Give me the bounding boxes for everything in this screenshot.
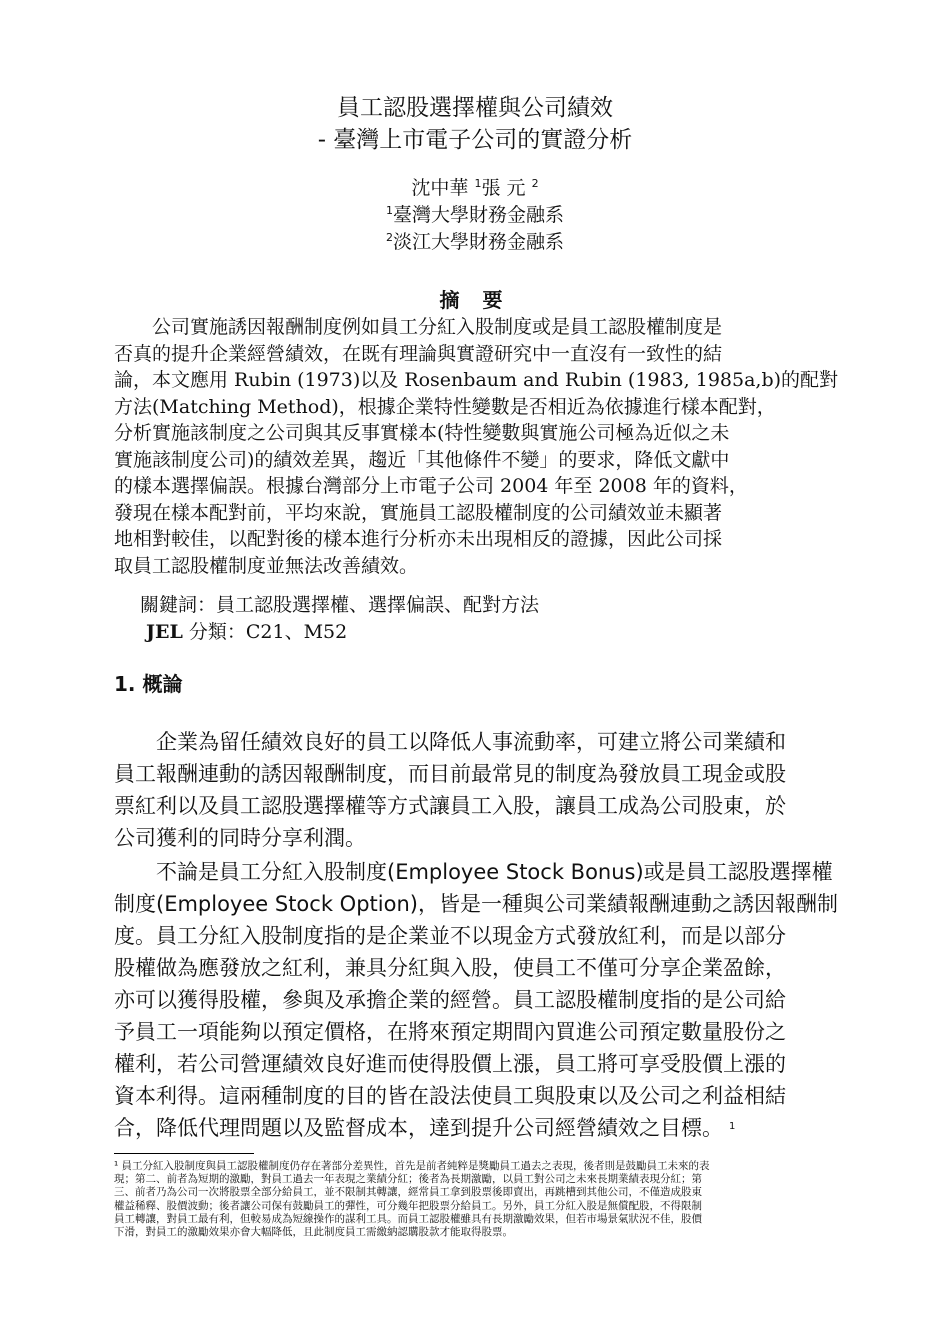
jel-label: JEL <box>146 621 183 643</box>
footnote <box>114 1160 842 1239</box>
footnote-line: 員工轉讓，對員工最有利，但較易成為短線操作的謀利工具。而員工認股權雖具有長期激勵效果，但若市場景氣狀況不佳，股價 <box>114 1212 702 1225</box>
author-names <box>0 175 950 202</box>
keywords: 關鍵詞：員工認股選擇權、選擇偏誤、配對方法 <box>140 594 540 616</box>
body-line-last <box>114 1112 842 1144</box>
abstract-line: 分析實施該制度之公司與其反事實樣本(特性變數與實施公司極為近似之未 <box>114 422 730 444</box>
footnote-divider <box>114 1153 254 1154</box>
footnote-line: 現；第二、前者為短期的激勵，對員工過去一年表現之業績分紅；後者為長期激勵，以員工對公司之未來長期業績表現分紅；第 <box>114 1173 702 1186</box>
body-line: 員工報酬連動的誘因報酬制度，而目前最常見的制度為發放員工現金或股 <box>114 762 786 786</box>
affiliation-1 <box>0 202 950 229</box>
paper-title <box>0 92 950 156</box>
section-heading: 1. 概論 <box>114 672 183 696</box>
body-line-text: 合，降低代理問題以及監督成本，達到提升公司經營績效之目標。 <box>114 1116 723 1140</box>
body-line: 資本利得。這兩種制度的目的皆在設法使員工與股東以及公司之利益相結 <box>114 1084 786 1108</box>
abstract-line: 的樣本選擇偏誤。根據台灣部分上市電子公司 2004 年至 2008 年的資料， <box>114 475 748 497</box>
jel-codes: 分類：C21、M52 <box>182 621 348 643</box>
affiliation-2-mark: 2 <box>385 231 393 244</box>
body-line: 股權做為應發放之紅利，兼具分紅與入股，使員工不僅可分享企業盈餘， <box>114 956 786 980</box>
paragraph-1 <box>114 726 842 854</box>
footnote-line: 權益稀釋、股價波動；後者讓公司保有鼓勵員工的彈性，可分幾年把股票分給員工。另外，員工分紅入股是無償配股，不得限制 <box>114 1199 702 1212</box>
affiliation-1-text: 臺灣大學財務金融系 <box>392 204 564 226</box>
abstract-line: 方法(Matching Method)，根據企業特性變數是否相近為依據進行樣本配對， <box>114 395 776 418</box>
abstract-line: 發現在樣本配對前，平均來說，實施員工認股權制度的公司績效並未顯著 <box>114 501 723 524</box>
author-block <box>0 175 950 256</box>
author-2: 張 元 <box>481 177 526 199</box>
affiliation-2 <box>0 229 950 256</box>
abstract-heading: 摘 要 <box>439 288 511 312</box>
paragraph-2 <box>114 856 842 1144</box>
body-line: 度。員工分紅入股制度指的是企業並不以現金方式發放紅利，而是以部分 <box>114 924 786 948</box>
affiliation-1-mark: 1 <box>385 204 393 217</box>
title-line-2: - 臺灣上市電子公司的實證分析 <box>317 127 633 153</box>
author-1-mark: 1 <box>474 177 482 190</box>
abstract-line: 地相對較佳，以配對後的樣本進行分析亦未出現相反的證據，因此公司採 <box>114 528 723 550</box>
abstract-body <box>114 314 842 579</box>
body-line: 不論是員工分紅入股制度(Employee Stock Bonus)或是員工認股選擇權 <box>114 860 833 884</box>
abstract-line: 實施該制度公司)的績效差異，趨近「其他條件不變」的要求，降低文獻中 <box>114 448 730 471</box>
footnote-line: 三、前者乃為公司一次將股票全部分給員工，並不限制其轉讓，經常員工拿到股票後即賣出，再跳槽到其他公司，不僅造成股東 <box>114 1186 702 1199</box>
abstract-line: 取員工認股權制度並無法改善績效。 <box>114 554 419 577</box>
footnote-line: ¹ 員工分紅入股制度與員工認股權制度仍存在著部分差異性，首先是前者純粹是獎勵員工過去之表現，後者則是鼓勵員工未來的表 <box>114 1160 710 1172</box>
body-line: 亦可以獲得股權，參與及承擔企業的經營。員工認股權制度指的是公司給 <box>114 988 786 1012</box>
body-line: 企業為留任績效良好的員工以降低人事流動率，可建立將公司業績和 <box>114 730 786 754</box>
author-2-mark: 2 <box>531 177 539 190</box>
body-line: 權利，若公司營運績效良好進而使得股價上漲，員工將可享受股價上漲的 <box>114 1052 786 1076</box>
body-line: 公司獲利的同時分享利潤。 <box>114 826 366 850</box>
footnote-line: 下滑，對員工的激勵效果亦會大幅降低，且此制度員工需繳納認購股款才能取得股票。 <box>114 1226 513 1239</box>
body-line: 票紅利以及員工認股選擇權等方式讓員工入股，讓員工成為公司股東，於 <box>114 794 786 818</box>
abstract-line: 否真的提升企業經營績效，在既有理論與實證研究中一直沒有一致性的結 <box>114 342 723 365</box>
abstract-line: 公司實施誘因報酬制度例如員工分紅入股制度或是員工認股權制度是 <box>114 316 723 338</box>
author-1: 沈中華 <box>411 177 469 199</box>
jel-classification <box>146 617 347 644</box>
body-line: 予員工一項能夠以預定價格，在將來預定期間內買進公司預定數量股份之 <box>114 1020 786 1044</box>
title-line-1: 員工認股選擇權與公司績效 <box>337 95 613 121</box>
abstract-line: 論，本文應用 Rubin (1973)以及 Rosenbaum and Rubin (1983, 1985a,b)的配對 <box>114 369 839 391</box>
footnote-reference[interactable]: 1 <box>729 1121 736 1132</box>
affiliation-2-text: 淡江大學財務金融系 <box>392 231 564 253</box>
body-line: 制度(Employee Stock Option)，皆是一種與公司業績報酬連動之誘因報酬制 <box>114 892 838 916</box>
